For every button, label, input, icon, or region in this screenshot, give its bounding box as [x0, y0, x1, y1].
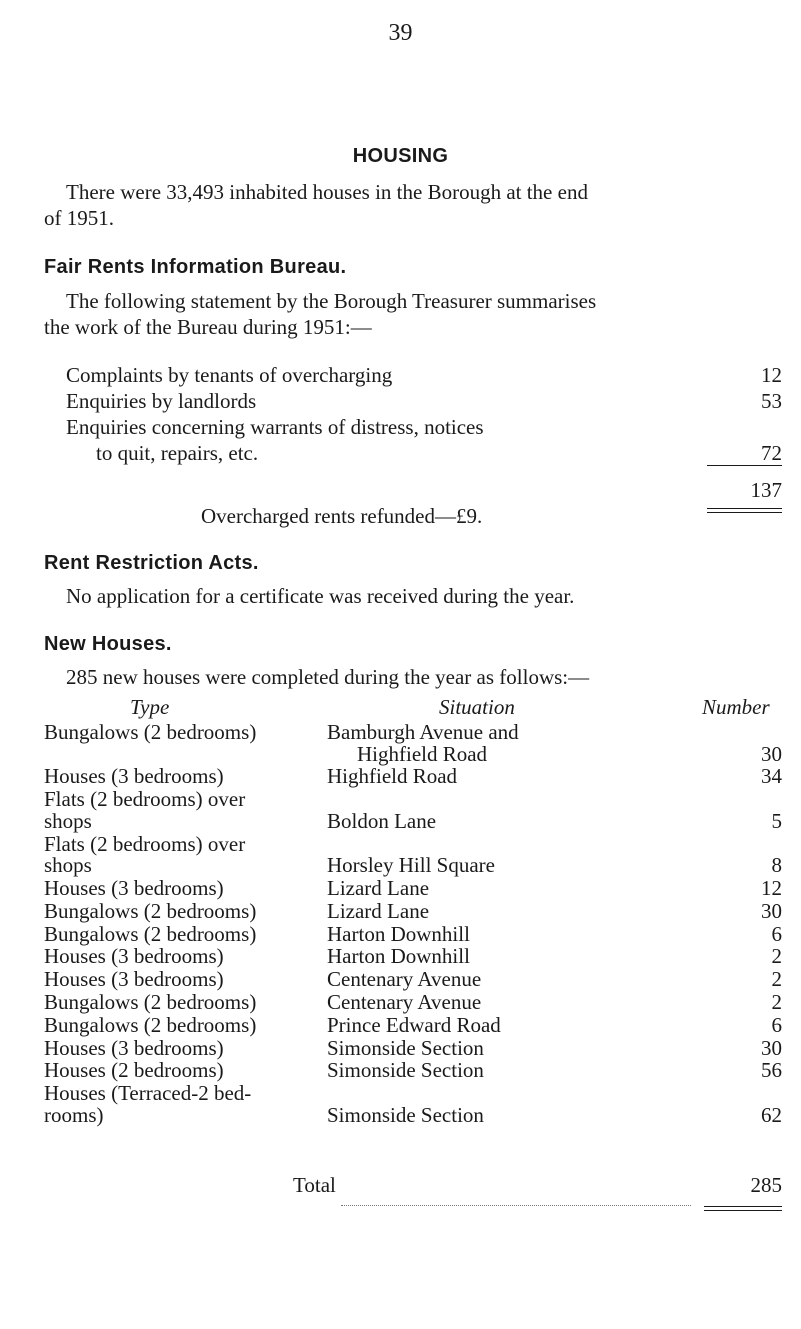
- row-situation: Boldon Lane: [327, 808, 437, 833]
- row-situation: Highfield Road: [357, 741, 488, 766]
- row-number: 2: [771, 967, 782, 992]
- row-number: 30: [761, 898, 782, 923]
- row-type: Houses (3 bedrooms): [44, 876, 224, 900]
- fair-rents-item-value: 72: [761, 441, 782, 465]
- row-type: shops: [44, 808, 92, 833]
- row-situation: Simonside Section: [327, 1035, 484, 1060]
- row-type: Flats (2 bedrooms) over: [44, 831, 246, 856]
- row-type: rooms): [44, 1102, 104, 1127]
- row-situation: Simonside Section: [327, 1102, 484, 1127]
- row-situation: Highfield Road: [327, 764, 458, 789]
- row-type: Houses (2 bedrooms): [44, 1058, 224, 1083]
- fair-rents-item-label: Complaints by tenants of overcharging: [66, 363, 393, 387]
- row-type: Houses (3 bedrooms): [44, 764, 224, 789]
- intro-line-1: There were 33,493 inhabited houses in the Borough at the end: [66, 180, 588, 204]
- rent-restriction-text: No application for a certificate was received during the year.: [66, 584, 575, 608]
- row-situation: Horsley Hill Square: [327, 853, 495, 878]
- row-number: 6: [771, 921, 782, 946]
- rent-restriction-heading: Rent Restriction Acts.: [44, 552, 259, 574]
- row-type: Bungalows (2 bedrooms): [44, 921, 257, 946]
- fair-rents-statement-1: The following statement by the Borough Treasurer summarises: [66, 289, 597, 313]
- row-number: 2: [771, 944, 782, 969]
- row-number: 30: [761, 741, 782, 766]
- subtotal-rule: [707, 465, 782, 466]
- row-type: Houses (Terraced-2 bed-: [44, 1081, 252, 1106]
- new-houses-heading: New Houses.: [44, 633, 172, 655]
- row-type: Bungalows (2 bedrooms): [44, 898, 257, 923]
- total-double-rule-bottom: [704, 1206, 782, 1211]
- row-situation: Harton Downhill: [327, 921, 470, 946]
- column-header-situation: Situation: [439, 695, 515, 719]
- row-type: Bungalows (2 bedrooms): [44, 720, 257, 744]
- row-situation: Bamburgh Avenue and: [327, 720, 519, 744]
- fair-rents-statement-2: the work of the Bureau during 1951:—: [44, 315, 372, 339]
- page-title: HOUSING: [352, 145, 449, 167]
- row-number: 62: [761, 1102, 782, 1127]
- fair-rents-item-label: Enquiries by landlords: [66, 389, 257, 413]
- page-number: 39: [388, 20, 413, 46]
- fair-rents-total: 137: [750, 478, 782, 502]
- row-situation: Centenary Avenue: [327, 990, 482, 1014]
- row-number: 5: [771, 808, 782, 833]
- row-type: Houses (3 bedrooms): [44, 944, 224, 969]
- row-number: 6: [771, 1012, 782, 1037]
- fair-rents-item-value: 53: [761, 389, 782, 413]
- total-label: Total: [293, 1173, 336, 1197]
- total-leader: [341, 1187, 691, 1212]
- total-value: 285: [750, 1173, 782, 1197]
- row-situation: Prince Edward Road: [327, 1012, 501, 1037]
- row-number: 30: [761, 1035, 782, 1060]
- row-type: shops: [44, 853, 92, 878]
- refund-note: Overcharged rents refunded—£9.: [201, 504, 483, 528]
- row-situation: Lizard Lane: [327, 898, 430, 923]
- fair-rents-item-label: Enquiries concerning warrants of distress, notices: [66, 415, 484, 439]
- fair-rents-heading: Fair Rents Information Bureau.: [44, 256, 347, 278]
- total-double-rule: [707, 508, 782, 513]
- intro-line-2: of 1951.: [44, 206, 114, 230]
- row-situation: Simonside Section: [327, 1058, 484, 1083]
- row-type: Bungalows (2 bedrooms): [44, 990, 257, 1014]
- fair-rents-item-label: to quit, repairs, etc.: [96, 441, 259, 465]
- row-type: Flats (2 bedrooms) over: [44, 787, 246, 812]
- column-header-type: Type: [130, 695, 170, 719]
- row-situation: Centenary Avenue: [327, 967, 482, 992]
- row-type: Bungalows (2 bedrooms): [44, 1012, 257, 1037]
- row-type: Houses (3 bedrooms): [44, 967, 224, 992]
- row-number: 12: [761, 876, 782, 900]
- row-number: 56: [761, 1058, 782, 1083]
- row-situation: Harton Downhill: [327, 944, 470, 969]
- row-number: 2: [771, 990, 782, 1014]
- row-situation: Lizard Lane: [327, 876, 430, 900]
- column-header-number: Number: [702, 695, 770, 719]
- row-number: 34: [761, 764, 782, 789]
- row-type: Houses (3 bedrooms): [44, 1035, 224, 1060]
- row-number: 8: [771, 853, 782, 878]
- fair-rents-item-value: 12: [761, 363, 782, 387]
- new-houses-intro: 285 new houses were completed during the year as follows:—: [66, 665, 590, 689]
